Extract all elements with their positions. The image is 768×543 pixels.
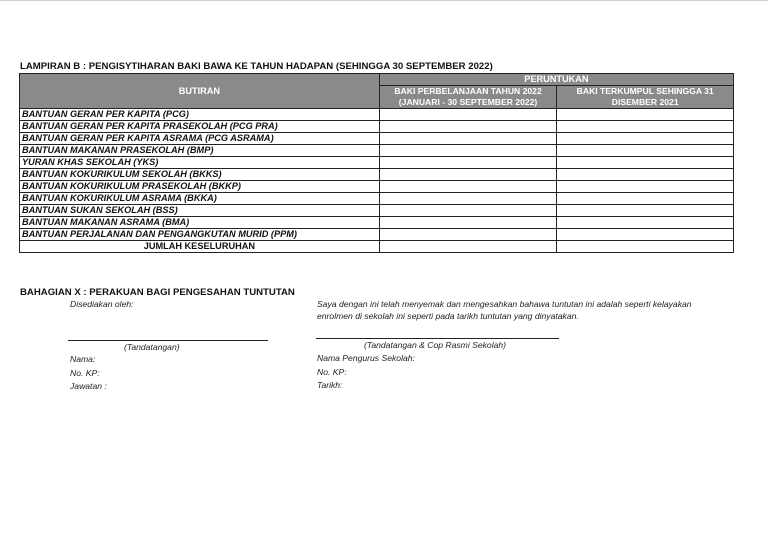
cell-baki-terkumpul[interactable] bbox=[557, 169, 734, 181]
column-header-butiran: BUTIRAN bbox=[20, 74, 380, 109]
scan-top-edge bbox=[0, 0, 768, 1]
table-row bbox=[20, 121, 734, 133]
cell-baki-terkumpul[interactable] bbox=[557, 229, 734, 241]
row-label: BANTUAN MAKANAN ASRAMA (BMA) bbox=[20, 217, 380, 229]
cell-baki-perbelanjaan[interactable] bbox=[379, 169, 557, 181]
prepared-by-label: Disediakan oleh: bbox=[70, 299, 134, 309]
row-label: BANTUAN GERAN PER KAPITA (PCG) bbox=[20, 109, 380, 121]
field-no-kp-pengurus: No. KP: bbox=[317, 367, 347, 377]
cell-baki-terkumpul[interactable] bbox=[557, 157, 734, 169]
cell-baki-terkumpul[interactable] bbox=[557, 133, 734, 145]
cell-baki-terkumpul[interactable] bbox=[557, 205, 734, 217]
header-line: BAKI PERBELANJAAN TAHUN 2022 bbox=[394, 86, 542, 96]
cell-total-baki-perbelanjaan[interactable] bbox=[379, 241, 557, 253]
statement-line: Saya dengan ini telah menyemak dan mengesahkan bahawa tuntutan ini adalah seperti kelayakan bbox=[317, 299, 692, 309]
table-row bbox=[20, 229, 734, 241]
field-nama-pengurus: Nama Pengurus Sekolah: bbox=[317, 353, 415, 363]
table-row bbox=[20, 193, 734, 205]
field-tarikh: Tarikh: bbox=[317, 380, 343, 390]
header-line: (JANUARI - 30 SEPTEMBER 2022) bbox=[398, 97, 538, 107]
cell-baki-perbelanjaan[interactable] bbox=[379, 145, 557, 157]
cell-baki-terkumpul[interactable] bbox=[557, 109, 734, 121]
row-label: BANTUAN KOKURIKULUM SEKOLAH (BKKS) bbox=[20, 169, 380, 181]
cell-baki-terkumpul[interactable] bbox=[557, 193, 734, 205]
left-signature-line[interactable] bbox=[68, 340, 268, 341]
right-signature-line[interactable] bbox=[316, 338, 559, 339]
cell-baki-perbelanjaan[interactable] bbox=[379, 133, 557, 145]
left-signature-caption: (Tandatangan) bbox=[124, 342, 180, 352]
row-label: BANTUAN GERAN PER KAPITA PRASEKOLAH (PCG PRA) bbox=[20, 121, 380, 133]
cell-total-baki-terkumpul[interactable] bbox=[557, 241, 734, 253]
table-row bbox=[20, 145, 734, 157]
table-row bbox=[20, 157, 734, 169]
row-label: BANTUAN PERJALANAN DAN PENGANGKUTAN MURID (PPM) bbox=[20, 229, 380, 241]
cell-baki-terkumpul[interactable] bbox=[557, 217, 734, 229]
cell-baki-perbelanjaan[interactable] bbox=[379, 217, 557, 229]
row-label: YURAN KHAS SEKOLAH (YKS) bbox=[20, 157, 380, 169]
cell-baki-perbelanjaan[interactable] bbox=[379, 157, 557, 169]
table-row bbox=[20, 109, 734, 121]
field-no-kp: No. KP: bbox=[70, 368, 100, 378]
field-jawatan: Jawatan : bbox=[70, 381, 107, 391]
table-row bbox=[20, 169, 734, 181]
row-label: BANTUAN KOKURIKULUM ASRAMA (BKKA) bbox=[20, 193, 380, 205]
row-label: BANTUAN SUKAN SEKOLAH (BSS) bbox=[20, 205, 380, 217]
field-nama: Nama: bbox=[70, 354, 96, 364]
table-row bbox=[20, 217, 734, 229]
column-header-baki-terkumpul bbox=[557, 86, 734, 109]
table-row bbox=[20, 133, 734, 145]
page-title: LAMPIRAN B : PENGISYTIHARAN BAKI BAWA KE TAHUN HADAPAN (SEHINGGA 30 SEPTEMBER 2022) bbox=[20, 61, 493, 72]
row-label: BANTUAN MAKANAN PRASEKOLAH (BMP) bbox=[20, 145, 380, 157]
allocation-table bbox=[19, 73, 734, 253]
row-label: BANTUAN GERAN PER KAPITA ASRAMA (PCG ASRAMA) bbox=[20, 133, 380, 145]
header-line: BAKI TERKUMPUL SEHINGGA 31 bbox=[576, 86, 714, 96]
column-header-baki-perbelanjaan bbox=[379, 86, 557, 109]
cell-baki-terkumpul[interactable] bbox=[557, 145, 734, 157]
cell-baki-terkumpul[interactable] bbox=[557, 121, 734, 133]
right-signature-caption: (Tandatangan & Cop Rasmi Sekolah) bbox=[364, 340, 507, 350]
column-header-peruntukan: PERUNTUKAN bbox=[379, 74, 733, 86]
table-row bbox=[20, 205, 734, 217]
cell-baki-perbelanjaan[interactable] bbox=[379, 121, 557, 133]
total-row bbox=[20, 241, 734, 253]
cell-baki-perbelanjaan[interactable] bbox=[379, 181, 557, 193]
cell-baki-perbelanjaan[interactable] bbox=[379, 109, 557, 121]
cell-baki-terkumpul[interactable] bbox=[557, 181, 734, 193]
cell-baki-perbelanjaan[interactable] bbox=[379, 193, 557, 205]
section-title: BAHAGIAN X : PERAKUAN BAGI PENGESAHAN TUNTUTAN bbox=[20, 287, 295, 298]
total-label: JUMLAH KESELURUHAN bbox=[20, 241, 380, 253]
statement-line: enrolmen di sekolah ini seperti pada tarikh tuntutan yang dinyatakan. bbox=[317, 311, 579, 321]
cell-baki-perbelanjaan[interactable] bbox=[379, 229, 557, 241]
row-label: BANTUAN KOKURIKULUM PRASEKOLAH (BKKP) bbox=[20, 181, 380, 193]
table-row bbox=[20, 181, 734, 193]
header-line: DISEMBER 2021 bbox=[611, 97, 679, 107]
cell-baki-perbelanjaan[interactable] bbox=[379, 205, 557, 217]
